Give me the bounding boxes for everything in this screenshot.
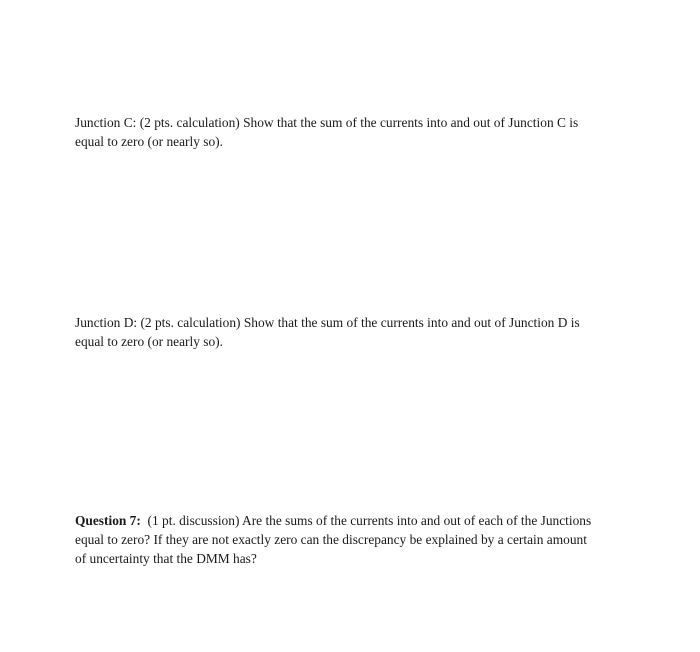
junction-d-prompt — [75, 313, 635, 351]
question-7-label: Question 7: — [75, 513, 141, 528]
junction-d-line-2: equal to zero (or nearly so). — [75, 334, 223, 349]
question-7-line-2: equal to zero? If they are not exactly zero can the discrepancy be explained by a certain amount — [75, 532, 587, 547]
junction-c-line-2: equal to zero (or nearly so). — [75, 134, 223, 149]
junction-d-line-1: Junction D: (2 pts. calculation) Show that the sum of the currents into and out of Junction D is — [75, 315, 580, 330]
junction-c-prompt — [75, 113, 635, 151]
question-7-line-3: of uncertainty that the DMM has? — [75, 551, 257, 566]
junction-c-line-1: Junction C: (2 pts. calculation) Show that the sum of the currents into and out of Junction C is — [75, 115, 579, 130]
question-7-prompt — [75, 511, 635, 568]
question-7-line-1-text: (1 pt. discussion) Are the sums of the currents into and out of each of the Junctions — [140, 513, 592, 528]
question-7-line-1 — [75, 511, 635, 530]
